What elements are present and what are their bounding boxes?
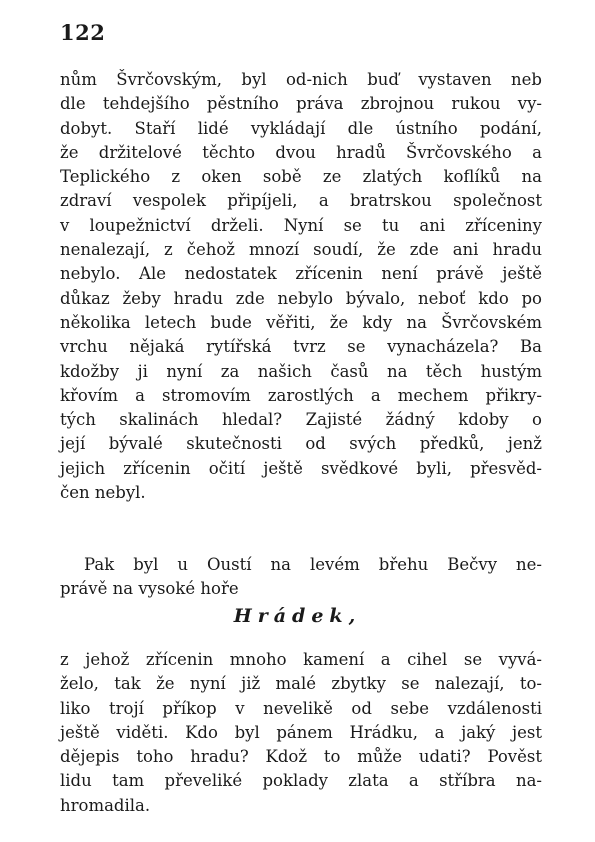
paragraph-3	[60, 648, 542, 818]
text-line: lidu tam převeliké poklady zlata a stříbra na-	[60, 771, 542, 791]
text-line: z jehož zřícenin mnoho kamení a cihel se vyvá-	[60, 650, 542, 669]
text-line: křovím a stromovím zarostlých a mechem přikry-	[60, 385, 542, 405]
section-heading: Hrádek,	[233, 605, 362, 627]
text-line: Teplického z oken sobě ze zlatých koflíků na	[60, 167, 542, 187]
paragraph-2	[60, 553, 542, 602]
text-line: čen nebyl.	[60, 483, 146, 503]
text-line: liko trojí příkop v nevelikě od sebe vzdálenosti	[60, 698, 542, 718]
text-line: dějepis toho hradu? Kdož to může udati? Pověst	[60, 747, 542, 767]
text-line: vrchu nějaká rytířská tvrz se vynacházela? Ba	[60, 337, 542, 357]
page-number: 122	[60, 20, 106, 45]
text-line: jejich zřícenin očití ještě svědkové byli, přesvěd-	[60, 458, 542, 478]
text-line: její bývalé skutečnosti od svých předků, jenž	[60, 434, 542, 454]
text-line: nenalezají, z čehož mnozí soudí, že zde ani hradu	[60, 240, 542, 260]
text-line: několika letech bude věřiti, že kdy na Švrčovském	[60, 312, 542, 332]
paragraph-1	[60, 68, 542, 505]
text-line: kdožby ji nyní za našich časů na těch hustým	[60, 361, 542, 381]
text-line: ještě viděti. Kdo byl pánem Hrádku, a jaký jest	[60, 722, 542, 742]
text-line: dobyt. Staří lidé vykládají dle ústního podání,	[60, 118, 542, 138]
text-line: nům Švrčovským, byl od-nich buď vystaven neb	[60, 70, 542, 89]
text-line: želo, tak že nyní již malé zbytky se nalezají, to-	[60, 674, 542, 694]
text-line: že držitelové těchto dvou hradů Švrčovského a	[60, 142, 542, 162]
text-line: právě na vysoké hoře	[60, 579, 239, 599]
text-line: v loupežnictví drželi. Nyní se tu ani zříceniny	[60, 215, 542, 235]
text-line: dle tehdejšího pěstního práva zbrojnou rukou vy-	[60, 94, 542, 114]
text-line: nebylo. Ale nedostatek zřícenin není právě ještě	[60, 264, 542, 284]
text-line: hromadila.	[60, 795, 151, 815]
text-line: zdraví vespolek připíjeli, a bratrskou společnost	[60, 191, 542, 211]
text-line: tých skalinách hledal? Zajisté žádný kdoby o	[60, 410, 542, 430]
text-line: důkaz žeby hradu zde nebylo bývalo, neboť kdo po	[60, 288, 542, 308]
text-line: Pak byl u Oustí na levém břehu Bečvy ne-	[84, 555, 542, 574]
